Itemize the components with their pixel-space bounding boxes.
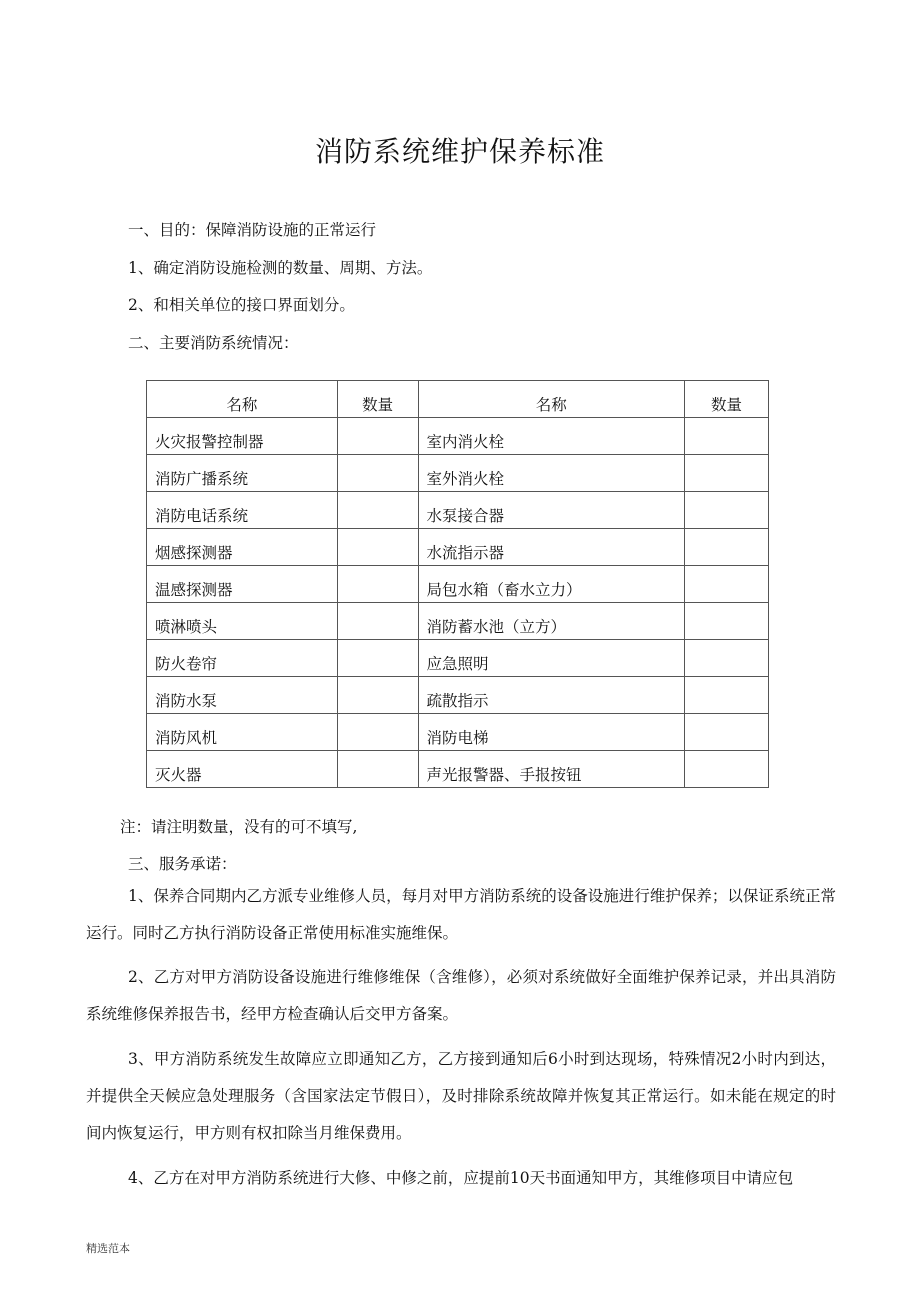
cell-qty-left — [337, 455, 418, 492]
systems-heading: 二、主要消防系统情况： — [128, 334, 299, 352]
cell-qty-right — [685, 714, 769, 751]
cell-name-left: 防火卷帘 — [147, 640, 338, 677]
cell-name-left: 喷淋喷头 — [147, 603, 338, 640]
cell-qty-left — [337, 418, 418, 455]
cell-name-right: 疏散指示 — [418, 677, 685, 714]
table-row — [147, 640, 769, 677]
cell-qty-right — [685, 529, 769, 566]
page-title: 消防系统维护保养标准 — [314, 135, 605, 168]
cell-qty-left — [337, 566, 418, 603]
cell-name-right: 水流指示器 — [418, 529, 685, 566]
cell-qty-right — [685, 677, 769, 714]
cell-name-left: 消防电话系统 — [147, 492, 338, 529]
cell-name-left: 消防水泵 — [147, 677, 338, 714]
table-row — [147, 455, 769, 492]
cell-qty-right — [685, 418, 769, 455]
table-row — [147, 751, 769, 788]
purpose-item-2: 2、和相关单位的接口界面划分。 — [128, 296, 355, 314]
cell-qty-left — [337, 751, 418, 788]
service-paragraph-1: 1、保养合同期内乙方派专业维修人员，每月对甲方消防系统的设备设施进行维护保养；以保证系统正常运行。同时乙方执行消防设备正常使用标准实施维保。 — [86, 887, 836, 942]
purpose-heading: 一、目的：保障消防设施的正常运行 — [128, 221, 377, 239]
cell-qty-left — [337, 640, 418, 677]
service-paragraph-4: 4、乙方在对甲方消防系统进行大修、中修之前，应提前10天书面通知甲方，其维修项目中请应包 — [128, 1169, 794, 1187]
table-row — [147, 418, 769, 455]
cell-qty-right — [685, 455, 769, 492]
cell-name-right: 消防蓄水池（立方） — [418, 603, 685, 640]
purpose-item-1: 1、确定消防设施检测的数量、周期、方法。 — [128, 259, 433, 277]
table-header-row — [147, 381, 769, 418]
cell-name-left: 消防广播系统 — [147, 455, 338, 492]
cell-name-right: 水泵接合器 — [418, 492, 685, 529]
cell-name-right: 局包水箱（畜水立力） — [418, 566, 685, 603]
table-row — [147, 529, 769, 566]
table-row — [147, 566, 769, 603]
fire-systems-table — [146, 380, 769, 788]
service-heading: 三、服务承诺： — [128, 855, 237, 873]
cell-name-right: 消防电梯 — [418, 714, 685, 751]
cell-qty-left — [337, 529, 418, 566]
table-row — [147, 677, 769, 714]
service-paragraph-2: 2、乙方对甲方消防设备设施进行维修维保（含维修），必须对系统做好全面维护保养记录，并出具消防系统维修保养报告书，经甲方检查确认后交甲方备案。 — [86, 968, 836, 1023]
cell-name-left: 消防风机 — [147, 714, 338, 751]
header-qty-left: 数量 — [337, 381, 418, 418]
table-row — [147, 492, 769, 529]
cell-qty-right — [685, 640, 769, 677]
cell-name-right: 室外消火栓 — [418, 455, 685, 492]
cell-name-right: 声光报警器、手报按钮 — [418, 751, 685, 788]
cell-qty-left — [337, 603, 418, 640]
cell-name-left: 温感探测器 — [147, 566, 338, 603]
cell-name-left: 烟感探测器 — [147, 529, 338, 566]
cell-qty-left — [337, 677, 418, 714]
cell-qty-left — [337, 714, 418, 751]
cell-name-right: 室内消火栓 — [418, 418, 685, 455]
cell-qty-left — [337, 492, 418, 529]
cell-qty-right — [685, 566, 769, 603]
header-name-left: 名称 — [147, 381, 338, 418]
cell-qty-right — [685, 603, 769, 640]
cell-qty-right — [685, 492, 769, 529]
table-row — [147, 714, 769, 751]
cell-name-left: 火灾报警控制器 — [147, 418, 338, 455]
header-qty-right: 数量 — [685, 381, 769, 418]
cell-qty-right — [685, 751, 769, 788]
footer-label: 精选范本 — [86, 1242, 130, 1255]
table-row — [147, 603, 769, 640]
cell-name-left: 灭火器 — [147, 751, 338, 788]
service-paragraph-3: 3、甲方消防系统发生故障应立即通知乙方，乙方接到通知后6小时到达现场，特殊情况2小时内到达，并提供全天候应急处理服务（含国家法定节假日），及时排除系统故障并恢复其正常运行。如未能在规定的时间内恢复运行，甲方则有权扣除当月维保费用。 — [86, 1050, 836, 1142]
cell-name-right: 应急照明 — [418, 640, 685, 677]
table-note: 注：请注明数量，没有的可不填写, — [120, 818, 358, 836]
header-name-right: 名称 — [418, 381, 685, 418]
